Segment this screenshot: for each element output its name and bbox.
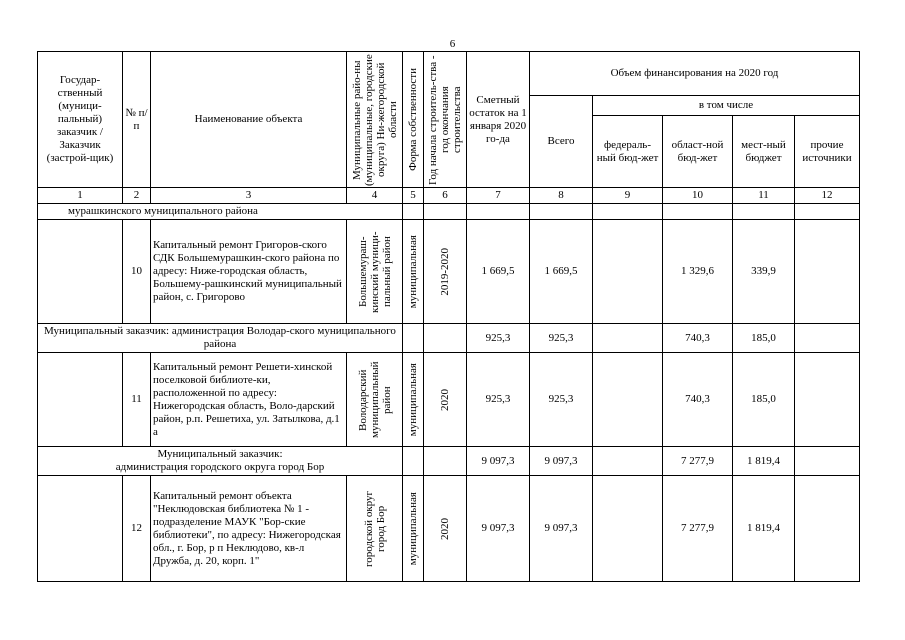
col-number: 12 [795, 188, 860, 204]
header-other: прочие источники [795, 116, 860, 188]
group-label: Муниципальный заказчик: администрация Володар-ского муниципального района [38, 324, 403, 353]
header-number: № п/п [123, 52, 151, 188]
row-number: 11 [123, 353, 151, 447]
other-cell [795, 476, 860, 582]
header-years: Год начала строитель-ства - год окончания строительства [424, 52, 467, 188]
header-local: мест-ный бюджет [733, 116, 795, 188]
other-cell [795, 220, 860, 324]
col-number: 10 [663, 188, 733, 204]
col-number: 4 [347, 188, 403, 204]
regional-cell: 740,3 [663, 353, 733, 447]
total-cell: 9 097,3 [530, 476, 593, 582]
total-cell: 9 097,3 [530, 447, 593, 476]
row-number: 12 [123, 476, 151, 582]
column-number-row [38, 188, 860, 204]
years-cell: 2020 [424, 476, 467, 582]
total-cell: 925,3 [530, 353, 593, 447]
balance-cell: 9 097,3 [467, 476, 530, 582]
group-label: Муниципальный заказчик: администрация городского округа город Бор [38, 447, 403, 476]
district-cell: городской округ город Бор [347, 476, 403, 582]
header-federal: федераль-ный бюд-жет [593, 116, 663, 188]
total-cell: 1 669,5 [530, 220, 593, 324]
object-name: Капитальный ремонт объекта "Неклюдовская библиотека № 1 - подразделение МАУК "Бор-ские библиотеки", по адресу: Нижегородская обл., г. Бор, р п Неклюдово, кв-л Дружба, д. 20, корп. 1" [151, 476, 347, 582]
balance-cell: 9 097,3 [467, 447, 530, 476]
section-continuation-row [38, 204, 860, 220]
page-number: 6 [449, 38, 456, 50]
header-including: в том числе [593, 96, 860, 116]
header-row-1 [38, 52, 860, 96]
regional-cell: 740,3 [663, 324, 733, 353]
local-cell: 185,0 [733, 324, 795, 353]
row-number: 10 [123, 220, 151, 324]
header-ownership: Форма собственности [403, 52, 424, 188]
federal-cell [593, 220, 663, 324]
local-cell: 1 819,4 [733, 476, 795, 582]
header-object-name: Наименование объекта [151, 52, 347, 188]
years-cell: 2020 [424, 353, 467, 447]
balance-cell: 1 669,5 [467, 220, 530, 324]
col-number: 2 [123, 188, 151, 204]
col-number: 5 [403, 188, 424, 204]
table-row [38, 476, 860, 582]
object-name: Капитальный ремонт Григоров-ского СДК Большемурашкин-ского района по адресу: Ниже-городская область, Большему-рашкинский муниципальный район, с. Григорово [151, 220, 347, 324]
regional-cell: 7 277,9 [663, 476, 733, 582]
group-row [38, 324, 860, 353]
local-cell: 1 819,4 [733, 447, 795, 476]
col-number: 3 [151, 188, 347, 204]
total-cell: 925,3 [530, 324, 593, 353]
col-number: 11 [733, 188, 795, 204]
local-cell: 185,0 [733, 353, 795, 447]
local-cell: 339,9 [733, 220, 795, 324]
regional-cell: 7 277,9 [663, 447, 733, 476]
header-funding-group: Объем финансирования на 2020 год [530, 52, 860, 96]
table-row [38, 353, 860, 447]
federal-cell [593, 476, 663, 582]
object-name: Капитальный ремонт Решети-хинской поселковой библиоте-ки, расположенной по адресу: Нижегородская область, Воло-дарский район, р.п. Решетиха, ул. Затылкова, д.1 а [151, 353, 347, 447]
ownership-cell: муниципальная [403, 476, 424, 582]
district-cell: Володарский муниципальный район [347, 353, 403, 447]
col-number: 9 [593, 188, 663, 204]
balance-cell: 925,3 [467, 353, 530, 447]
group-row [38, 447, 860, 476]
district-cell: Большемураш-кинский муници-пальный район [347, 220, 403, 324]
header-regional: област-ной бюд-жет [663, 116, 733, 188]
header-total: Всего [530, 96, 593, 188]
financing-table [37, 51, 860, 582]
federal-cell [593, 353, 663, 447]
header-balance: Сметный остаток на 1 января 2020 го-да [467, 52, 530, 188]
years-cell: 2019-2020 [424, 220, 467, 324]
col-number: 1 [38, 188, 123, 204]
col-number: 6 [424, 188, 467, 204]
ownership-cell: муниципальная [403, 220, 424, 324]
regional-cell: 1 329,6 [663, 220, 733, 324]
other-cell [795, 353, 860, 447]
ownership-cell: муниципальная [403, 353, 424, 447]
col-number: 8 [530, 188, 593, 204]
section-title: мурашкинского муниципального района [38, 204, 347, 220]
header-customer: Государ-ственный (муници-пальный) заказчик / Заказчик (застрой-щик) [38, 52, 123, 188]
balance-cell: 925,3 [467, 324, 530, 353]
table-row [38, 220, 860, 324]
header-district: Муниципальные райо-ны (муниципальные, городские округа) Ни-жегородской области [347, 52, 403, 188]
col-number: 7 [467, 188, 530, 204]
